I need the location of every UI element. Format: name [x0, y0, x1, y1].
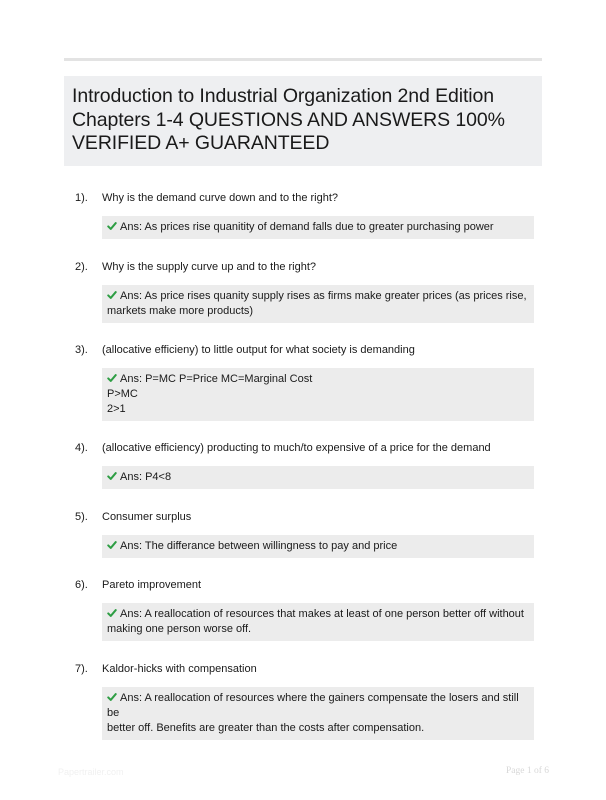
document-title: Introduction to Industrial Organization 2nd Edition Chapters 1-4 QUESTIONS AND ANSWERS 100% VERIFIED A+ GUARANTEED: [72, 85, 505, 154]
answer-box: [102, 368, 534, 421]
check-icon: [107, 692, 117, 702]
footer-watermark: Papertrailer.com: [58, 767, 124, 777]
question-number: 3).: [75, 344, 88, 356]
answer-box: [102, 216, 534, 239]
title-banner: [64, 76, 542, 166]
question-number: 6).: [75, 579, 88, 591]
answer-line: Ans: A reallocation of resources that makes at least of one person better off without: [107, 607, 528, 622]
check-icon: [107, 290, 117, 300]
question-number: 7).: [75, 663, 88, 675]
question-text: Kaldor-hicks with compensation: [102, 663, 257, 675]
check-icon: [107, 540, 117, 550]
question-text: (allocative efficieny) to little output for what society is demanding: [102, 344, 415, 356]
answer-line: Ans: P=MC P=Price MC=Marginal Cost: [107, 372, 528, 387]
question-number: 1).: [75, 192, 88, 204]
page-number: Page 1 of 6: [505, 766, 549, 776]
answer-line: P>MC: [107, 388, 138, 400]
answer-line: better off. Benefits are greater than the costs after compensation.: [107, 722, 425, 734]
answer-line: 2>1: [107, 403, 126, 415]
answer-line: making one person worse off.: [107, 623, 252, 635]
question-text: (allocative efficiency) producting to much/to expensive of a price for the demand: [102, 442, 491, 454]
answer-box: [102, 687, 534, 740]
question-text: Why is the supply curve up and to the right?: [102, 261, 317, 273]
answer-line: Ans: P4<8: [107, 470, 528, 485]
check-icon: [107, 373, 117, 383]
question-text: Pareto improvement: [102, 579, 202, 591]
answer-box: [102, 285, 534, 323]
answer-line: Ans: As price rises quanity supply rises as firms make greater prices (as prices rise,: [107, 289, 528, 304]
question-number: 2).: [75, 261, 88, 273]
answer-box: [102, 466, 534, 489]
check-icon: [107, 471, 117, 481]
answer-line: Ans: The differance between willingness to pay and price: [107, 539, 528, 554]
check-icon: [107, 608, 117, 618]
question-text: Consumer surplus: [102, 511, 192, 523]
question-number: 4).: [75, 442, 88, 454]
answer-box: [102, 603, 534, 641]
question-number: 5).: [75, 511, 88, 523]
answer-line: Ans: As prices rise quanitity of demand falls due to greater purchasing power: [107, 220, 528, 235]
check-icon: [107, 221, 117, 231]
answer-line: Ans: A reallocation of resources where the gainers compensate the losers and still be: [107, 692, 522, 719]
top-divider: [64, 58, 542, 61]
question-text: Why is the demand curve down and to the right?: [102, 192, 339, 204]
answer-box: [102, 535, 534, 558]
answer-line: markets make more products): [107, 305, 254, 317]
